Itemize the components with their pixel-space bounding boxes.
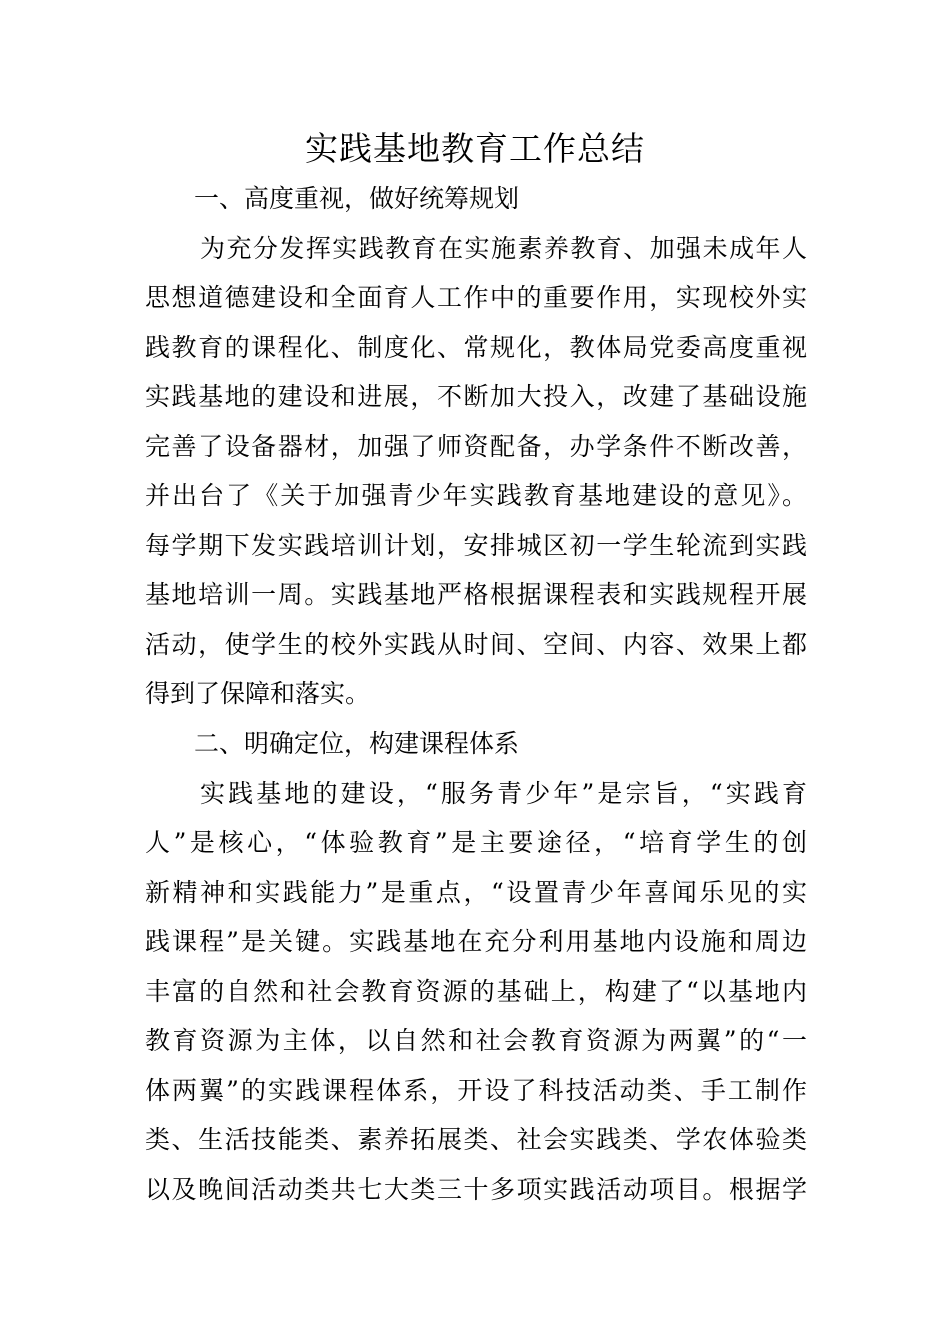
paragraph-line: 思想道德建设和全面育人工作中的重要作用，实现校外实 <box>145 283 807 312</box>
paragraph-line: 践教育的课程化、制度化、常规化，教体局党委高度重视 <box>145 333 807 362</box>
paragraph-line: 类、生活技能类、素养拓展类、社会实践类、学农体验类 <box>145 1125 807 1154</box>
paragraph-line: 实践基地的建设和进展，不断加大投入，改建了基础设施 <box>145 382 807 411</box>
paragraph-line: 完善了设备器材，加强了师资配备，办学条件不断改善， <box>145 432 807 461</box>
paragraph-line: 践课程”是关键。实践基地在充分利用基地内设施和周边 <box>145 927 807 956</box>
paragraph-line: 人”是核心，“体验教育”是主要途径，“培育学生的创 <box>145 828 807 857</box>
paragraph-line: 实践基地的建设，“服务青少年”是宗旨，“实践育 <box>200 779 807 808</box>
document-title: 实践基地教育工作总结 <box>305 129 645 168</box>
paragraph-line: 新精神和实践能力”是重点，“设置青少年喜闻乐见的实 <box>145 878 807 907</box>
paragraph-line: 以及晚间活动类共七大类三十多项实践活动项目。根据学 <box>145 1175 807 1204</box>
paragraph-line: 活动，使学生的校外实践从时间、空间、内容、效果上都 <box>145 630 807 659</box>
paragraph-line: 得到了保障和落实。 <box>145 679 371 708</box>
paragraph-line: 为充分发挥实践教育在实施素养教育、加强未成年人 <box>200 234 807 263</box>
section-heading: 二、明确定位，构建课程体系 <box>194 729 520 758</box>
paragraph-line: 并出台了《关于加强青少年实践教育基地建设的意见》。 <box>145 481 807 510</box>
paragraph-line: 丰富的自然和社会教育资源的基础上，构建了“以基地内 <box>145 977 807 1006</box>
paragraph-line: 教育资源为主体，以自然和社会教育资源为两翼”的“一 <box>145 1026 807 1055</box>
paragraph-line: 每学期下发实践培训计划，安排城区初一学生轮流到实践 <box>145 531 807 560</box>
paragraph-line: 体两翼”的实践课程体系，开设了科技活动类、手工制作 <box>145 1076 807 1105</box>
section-heading: 一、高度重视，做好统筹规划 <box>194 184 520 213</box>
paragraph-line: 基地培训一周。实践基地严格根据课程表和实践规程开展 <box>145 580 807 609</box>
